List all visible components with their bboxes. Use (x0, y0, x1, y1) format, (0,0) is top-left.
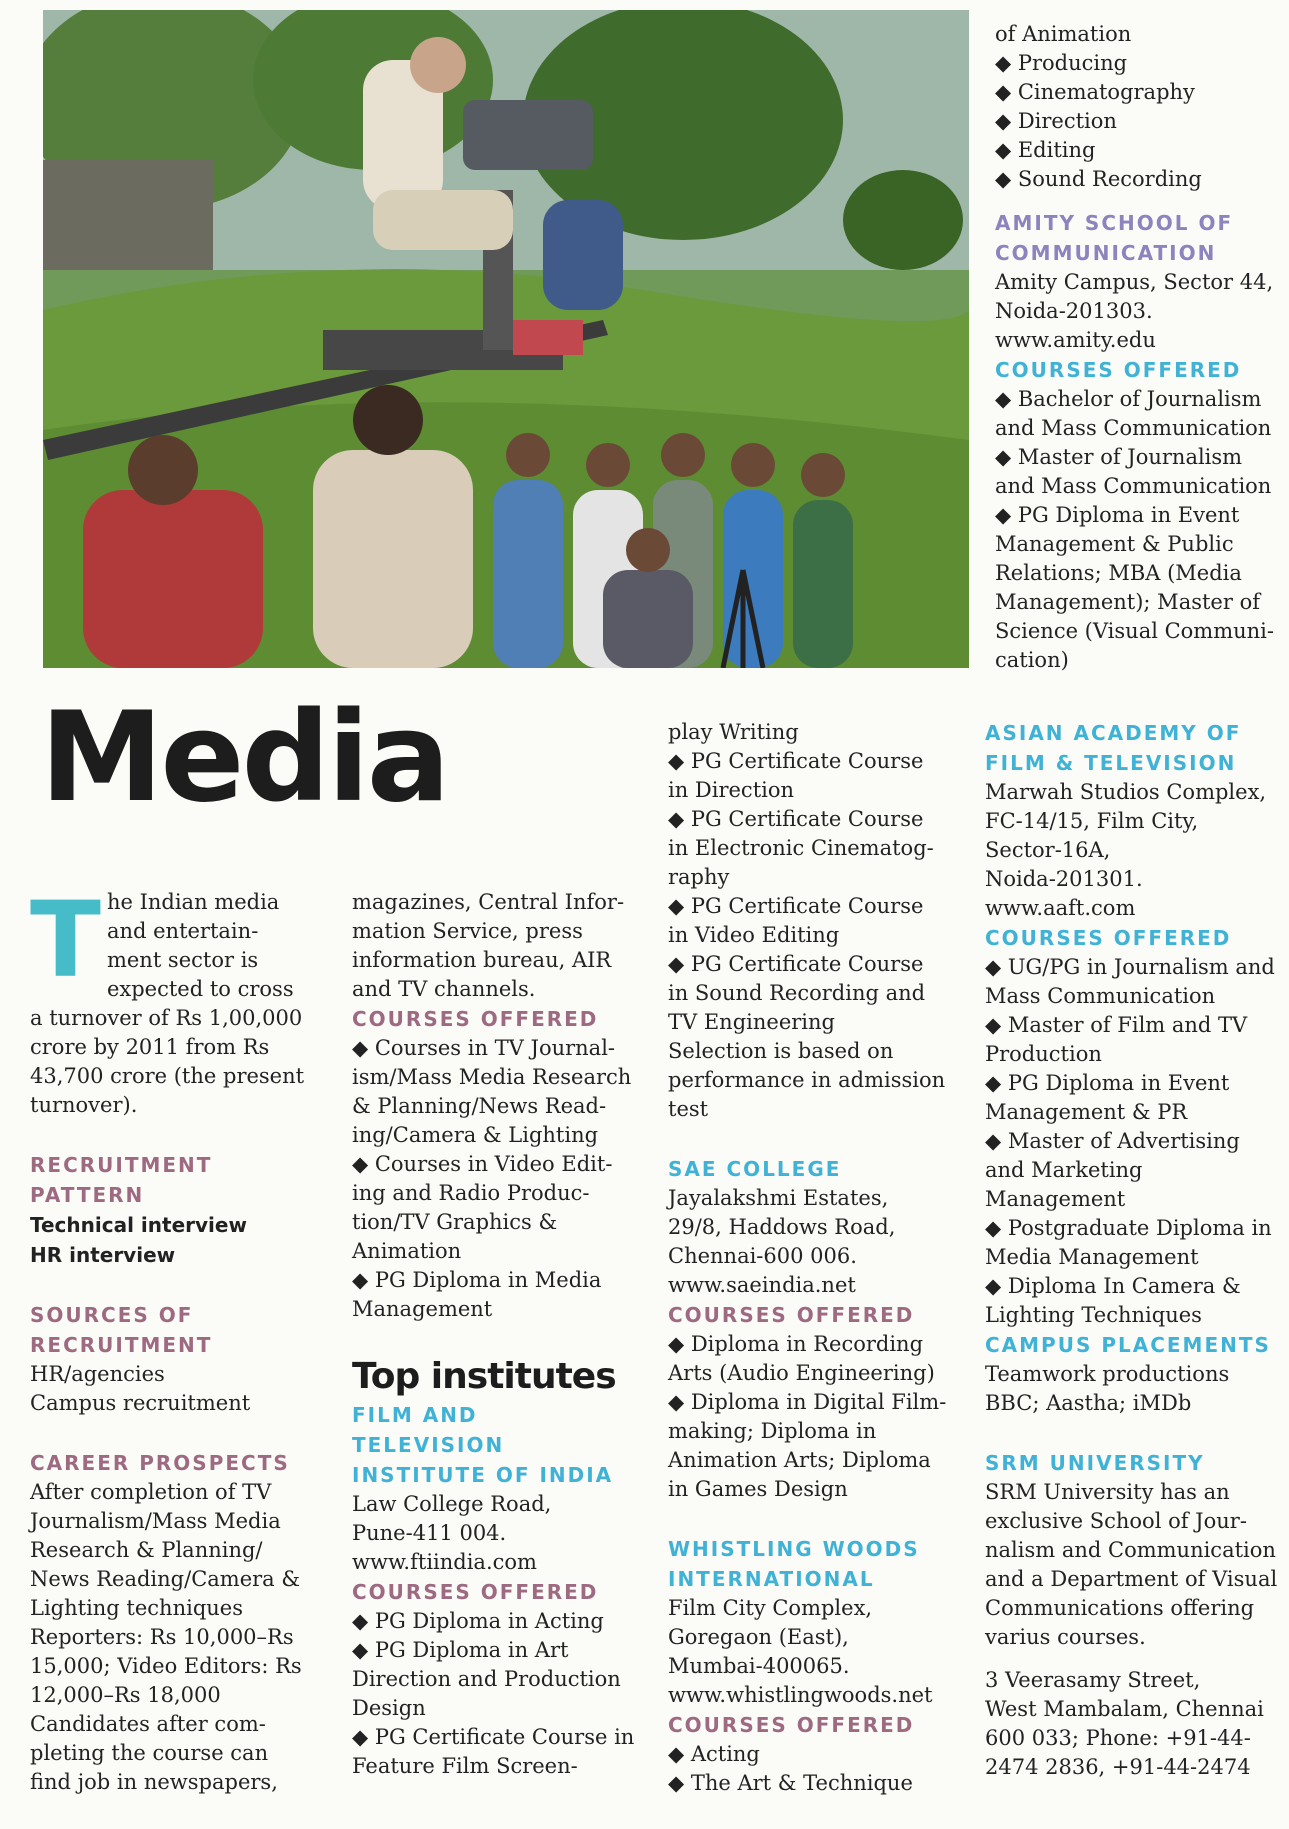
institute-name-aaft: ASIAN ACADEMY OF FILM & TELEVISION (985, 721, 1242, 775)
course-item: ◆ Producing (995, 49, 1280, 78)
page-title: Media (40, 686, 448, 830)
courses-offered-heading: COURSES OFFERED (668, 1303, 915, 1327)
course-item: ◆ Cinematography (995, 78, 1280, 107)
recruitment-item: Technical interview (30, 1213, 247, 1237)
address-line: Goregaon (East), (668, 1625, 849, 1649)
address-line: Pune-411 004. (352, 1521, 507, 1545)
course-item: ◆ PG Diploma in Event Management & Public Relations; MBA (Media Management); Master of Science (Visual Communication) (995, 501, 1280, 675)
course-item: ◆ Master of Advertising and Marketing Management (985, 1127, 1280, 1214)
col4-continued-text: of Animation (995, 22, 1132, 46)
course-item: ◆ PG Certificate Course in Sound Recording and TV Engineering (668, 950, 948, 1037)
placement-item: Teamwork productions (985, 1362, 1230, 1386)
sources-item: Campus recruitment (30, 1391, 251, 1415)
courses-offered-heading: COURSES OFFERED (995, 358, 1242, 382)
srm-description: SRM University has an exclusive School of Journalism and Communication and a Department of Visual Communications offering varius courses. (985, 1480, 1278, 1649)
course-item: ◆ Sound Recording (995, 165, 1280, 194)
address-line: Film City Complex, (668, 1596, 873, 1620)
address-line: Noida-201301. (985, 867, 1143, 891)
course-item: ◆ PG Diploma in Acting (352, 1607, 637, 1636)
sources-item: HR/agencies (30, 1362, 165, 1386)
drop-cap: T (30, 879, 101, 1001)
institute-name-ftii: FILM AND TELEVISION INSTITUTE OF INDIA (352, 1403, 614, 1487)
film-crew-photo (43, 10, 969, 668)
course-item: ◆ Acting (668, 1740, 948, 1769)
course-item: ◆ Courses in Video Editing and Radio Production/TV Graphics & Animation (352, 1150, 637, 1266)
career-heading: CAREER PROSPECTS (30, 1451, 290, 1475)
address-line: 600 033; Phone: +91-44- (985, 1726, 1251, 1750)
institute-name-amity: AMITY SCHOOL OF COMMUNICATION (995, 211, 1234, 265)
course-item: ◆ Master of Film and TV Production (985, 1011, 1280, 1069)
course-item: ◆ PG Diploma in Media Management (352, 1266, 637, 1324)
course-item: ◆ Direction (995, 107, 1280, 136)
column-4-top (995, 20, 1280, 675)
website-link: www.aaft.com (985, 896, 1136, 920)
sources-heading: SOURCES OF RECRUITMENT (30, 1303, 213, 1357)
address-line: West Mambalam, Chennai (985, 1697, 1264, 1721)
placement-item: BBC; Aastha; iMDb (985, 1391, 1192, 1415)
address-line: FC-14/15, Film City, (985, 809, 1199, 833)
course-item: ◆ PG Certificate Course in Feature Film Screen- (352, 1723, 637, 1781)
address-line: Marwah Studios Complex, (985, 780, 1267, 804)
website-link: www.whistlingwoods.net (668, 1683, 933, 1707)
course-item: ◆ Diploma in Recording Arts (Audio Engineering) (668, 1330, 948, 1388)
address-line: 29/8, Haddows Road, (668, 1215, 896, 1239)
course-item: ◆ Editing (995, 136, 1280, 165)
career-text: After completion of TV Journalism/Mass Media Research & Planning/ News Reading/Camera & Lighting techniques Reporters: Rs 10,000–Rs 15,000; Video Editors: Rs 12,000–Rs 18,000 Candidates after completing the course can find job in newspapers, (30, 1480, 302, 1794)
column-4 (985, 718, 1280, 1782)
course-item: ◆ Courses in TV Journalism/Mass Media Research & Planning/News Reading/Camera & Lighting (352, 1034, 637, 1150)
top-institutes-heading: Top institutes (352, 1356, 616, 1397)
address-line: Law College Road, (352, 1492, 552, 1516)
course-item: ◆ PG Certificate Course in Direction (668, 747, 948, 805)
address-line: Mumbai-400065. (668, 1654, 850, 1678)
column-3 (668, 718, 948, 1798)
address-line: Sector-16A, (985, 838, 1111, 862)
website-link: www.ftiindia.com (352, 1550, 537, 1574)
address-line: 3 Veerasamy Street, (985, 1668, 1201, 1692)
course-item: ◆ Diploma In Camera & Lighting Techniques (985, 1272, 1280, 1330)
course-item: ◆ PG Certificate Course in Electronic Cinematography (668, 805, 948, 892)
website-link: www.amity.edu (995, 328, 1156, 352)
courses-offered-heading: COURSES OFFERED (352, 1007, 599, 1031)
recruitment-item: HR interview (30, 1243, 176, 1267)
course-item: ◆ PG Diploma in Art Direction and Production Design (352, 1636, 637, 1723)
courses-offered-heading: COURSES OFFERED (985, 926, 1232, 950)
courses-offered-heading: COURSES OFFERED (352, 1580, 599, 1604)
column-1 (30, 879, 305, 1797)
course-item: ◆ The Art & Technique (668, 1769, 948, 1798)
course-item: ◆ PG Certificate Course in Video Editing (668, 892, 948, 950)
course-item: ◆ Bachelor of Journalism and Mass Communication (995, 385, 1280, 443)
institute-name-whistling-woods: WHISTLING WOODS INTERNATIONAL (668, 1537, 920, 1591)
address-line: 2474 2836, +91-44-2474 (985, 1755, 1251, 1779)
col3-continued-text: play Writing (668, 720, 799, 744)
course-item: ◆ Diploma in Digital Film-making; Diploma in Animation Arts; Diploma in Games Design (668, 1388, 948, 1504)
selection-text: Selection is based on performance in admission test (668, 1039, 946, 1121)
col2-continued-text: magazines, Central Information Service, press information bureau, AIR and TV channels. (352, 890, 625, 1001)
course-item: ◆ Master of Journalism and Mass Communication (995, 443, 1280, 501)
course-item: ◆ UG/PG in Journalism and Mass Communication (985, 953, 1280, 1011)
address-line: Chennai-600 006. (668, 1244, 857, 1268)
institute-name-srm: SRM UNIVERSITY (985, 1451, 1205, 1475)
intro-paragraph: The Indian media and entertainment sector is expected to cross a turnover of Rs 1,00,000 crore by 2011 from Rs 43,700 crore (the present turnover). (30, 879, 305, 1117)
campus-placements-heading: CAMPUS PLACEMENTS (985, 1333, 1271, 1357)
courses-offered-heading: COURSES OFFERED (668, 1713, 915, 1737)
address-line: Amity Campus, Sector 44, (995, 270, 1274, 294)
recruitment-pattern-heading: RECRUITMENT PATTERN (30, 1153, 213, 1207)
address-line: Jayalakshmi Estates, (668, 1186, 889, 1210)
column-2 (352, 888, 637, 1781)
address-line: Noida-201303. (995, 299, 1153, 323)
course-item: ◆ PG Diploma in Event Management & PR (985, 1069, 1280, 1127)
institute-name-sae: SAE COLLEGE (668, 1157, 842, 1181)
course-item: ◆ Postgraduate Diploma in Media Management (985, 1214, 1280, 1272)
website-link: www.saeindia.net (668, 1273, 856, 1297)
